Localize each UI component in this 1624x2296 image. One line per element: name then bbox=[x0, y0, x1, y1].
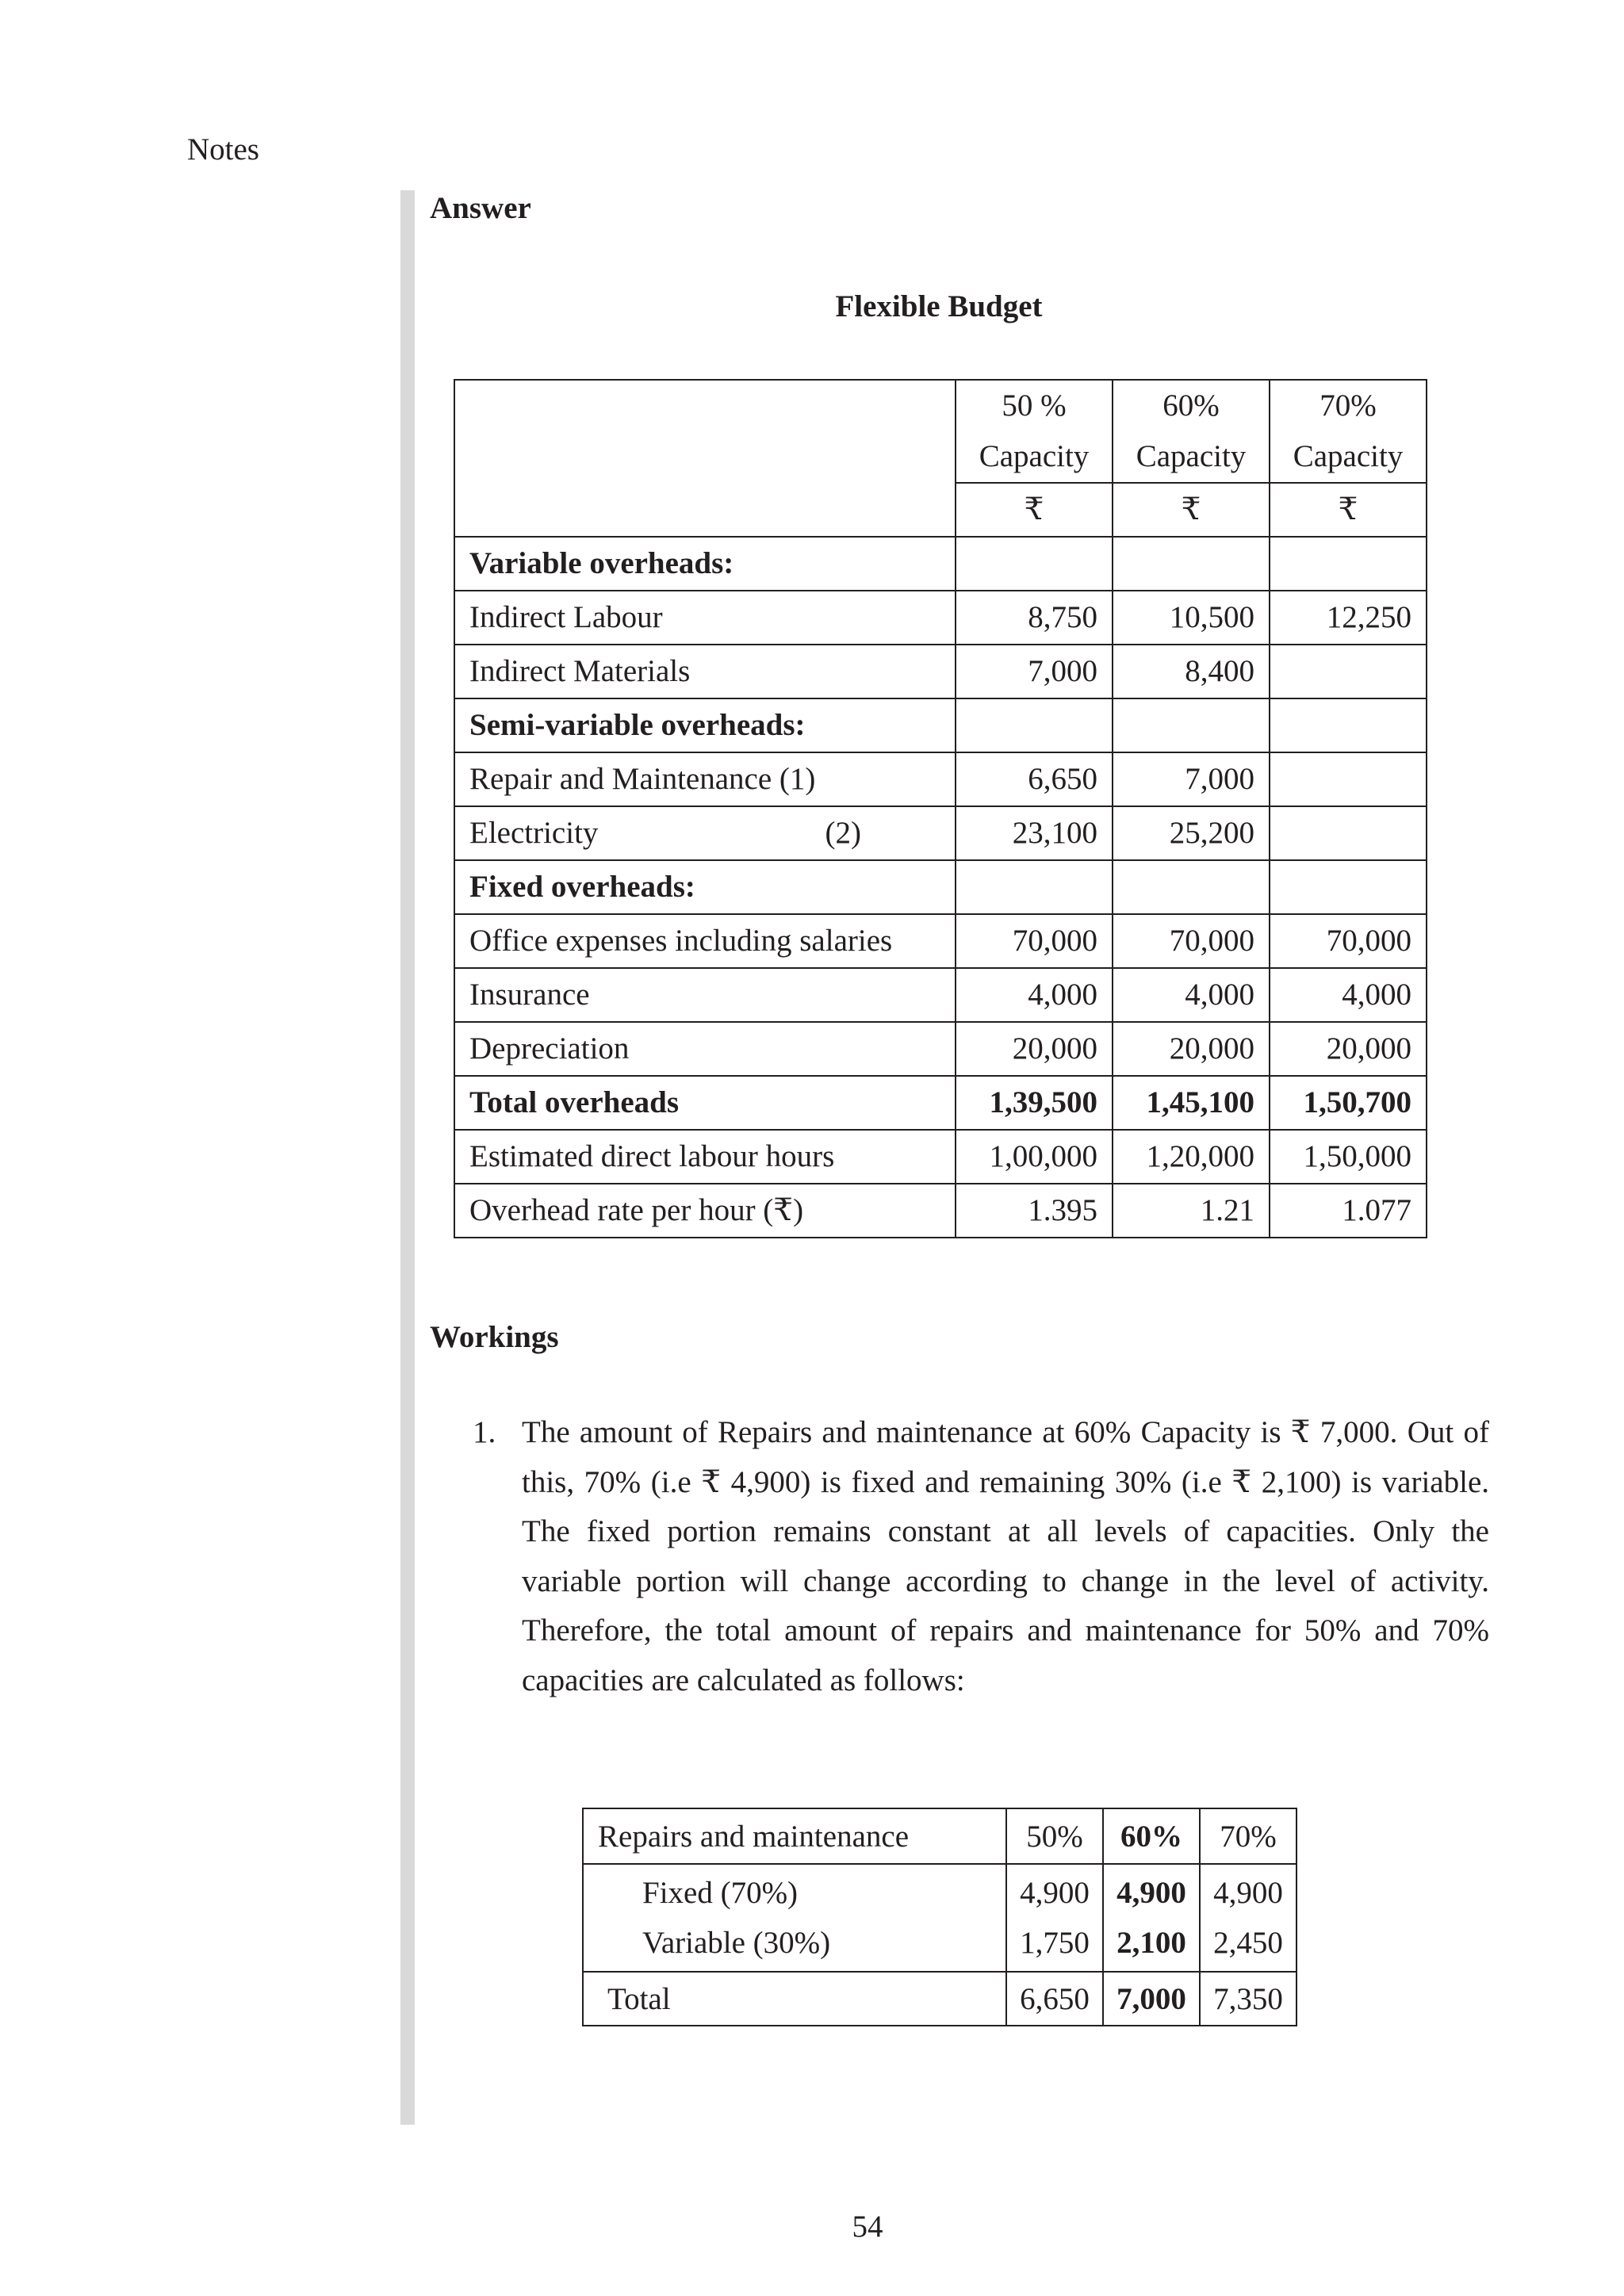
cell-value: 8,750 bbox=[956, 591, 1113, 645]
cell-value: 20,000 bbox=[956, 1022, 1113, 1076]
row-label: Total overheads bbox=[454, 1076, 956, 1130]
rm-total-row bbox=[583, 1972, 1297, 2026]
table-row bbox=[454, 1022, 1427, 1076]
row-label: Electricity (2) bbox=[454, 806, 956, 860]
workings-heading: Workings bbox=[430, 1320, 559, 1354]
working-text: The amount of Repairs and maintenance at 60% Capacity is ₹ 7,000. Out of this, 70% (i.e ₹ 4,900) is fixed and remaining 30% (i.e ₹ 2,100) is variable. The fixed portion remains constant at all levels of capacities. Only the variable portion will change according to change in the level of activity. Therefore, the total amount of repairs and maintenance for 50% and 70% capacities are calculated as follows: bbox=[522, 1415, 1489, 1697]
rm-col-header: 70% bbox=[1200, 1808, 1297, 1864]
cell-value bbox=[1270, 537, 1427, 591]
margin-note: Notes bbox=[187, 132, 259, 166]
cell-value: 6,650 bbox=[956, 752, 1113, 806]
row-label-note: (2) bbox=[825, 815, 861, 850]
cell-value bbox=[956, 860, 1113, 914]
table-row bbox=[454, 1184, 1427, 1238]
cell-value: 12,250 bbox=[1270, 591, 1427, 645]
cell-value bbox=[1270, 752, 1427, 806]
table-row bbox=[454, 537, 1427, 591]
rm-cell-value: 7,000 bbox=[1103, 1972, 1200, 2026]
row-label: Insurance bbox=[454, 968, 956, 1022]
cell-value: 7,000 bbox=[956, 645, 1113, 698]
rm-col-header: 60% bbox=[1103, 1808, 1200, 1864]
table-row bbox=[454, 591, 1427, 645]
cell-value bbox=[956, 537, 1113, 591]
cell-value: 4,000 bbox=[1270, 968, 1427, 1022]
cell-value bbox=[1270, 806, 1427, 860]
table-row bbox=[454, 698, 1427, 752]
working-item bbox=[473, 1408, 1489, 1705]
row-label: Repair and Maintenance (1) bbox=[454, 752, 956, 806]
cell-value: 1.395 bbox=[956, 1184, 1113, 1238]
row-label: Fixed overheads: bbox=[454, 860, 956, 914]
cell-value bbox=[1270, 698, 1427, 752]
working-number: 1. bbox=[473, 1415, 496, 1449]
budget-col-header: 50 % Capacity bbox=[956, 380, 1113, 483]
side-bar-decoration bbox=[400, 190, 415, 2125]
budget-header-blank bbox=[454, 380, 956, 537]
rm-cell-value: 6,650 bbox=[1006, 1972, 1103, 2026]
cell-value: 20,000 bbox=[1113, 1022, 1270, 1076]
rm-cell-values: 4,900 1,750 bbox=[1006, 1864, 1103, 1972]
rm-col-header: 50% bbox=[1006, 1808, 1103, 1864]
flexible-budget-table bbox=[454, 379, 1427, 1238]
rm-body-row bbox=[583, 1864, 1297, 1972]
cell-value: 4,000 bbox=[1113, 968, 1270, 1022]
cell-value: 1,45,100 bbox=[1113, 1076, 1270, 1130]
cell-value: 1,50,700 bbox=[1270, 1076, 1427, 1130]
row-label: Indirect Materials bbox=[454, 645, 956, 698]
rm-row-labels: Fixed (70%) Variable (30%) bbox=[583, 1864, 1006, 1972]
cell-value: 4,000 bbox=[956, 968, 1113, 1022]
cell-value: 25,200 bbox=[1113, 806, 1270, 860]
answer-heading: Answer bbox=[430, 191, 531, 225]
rm-cell-values: 4,900 2,450 bbox=[1200, 1864, 1297, 1972]
rm-header-row bbox=[583, 1808, 1297, 1864]
cell-value: 1,00,000 bbox=[956, 1130, 1113, 1184]
cell-value bbox=[1113, 860, 1270, 914]
cell-value: 1.077 bbox=[1270, 1184, 1427, 1238]
table-row bbox=[454, 806, 1427, 860]
table-row bbox=[454, 860, 1427, 914]
budget-col-header: 60% Capacity bbox=[1113, 380, 1270, 483]
rm-header-label: Repairs and maintenance bbox=[583, 1808, 1006, 1864]
cell-value: 1,39,500 bbox=[956, 1076, 1113, 1130]
rm-total-label: Total bbox=[583, 1972, 1006, 2026]
table-row bbox=[454, 645, 1427, 698]
cell-value: 1,50,000 bbox=[1270, 1130, 1427, 1184]
cell-value: 70,000 bbox=[1270, 914, 1427, 968]
cell-value bbox=[1113, 537, 1270, 591]
cell-value: 1,20,000 bbox=[1113, 1130, 1270, 1184]
table-row bbox=[454, 752, 1427, 806]
cell-value bbox=[1270, 860, 1427, 914]
cell-value bbox=[1113, 698, 1270, 752]
row-label: Estimated direct labour hours bbox=[454, 1130, 956, 1184]
cell-value bbox=[956, 698, 1113, 752]
cell-value: 23,100 bbox=[956, 806, 1113, 860]
cell-value: 1.21 bbox=[1113, 1184, 1270, 1238]
cell-value: 70,000 bbox=[956, 914, 1113, 968]
cell-value: 70,000 bbox=[1113, 914, 1270, 968]
budget-col-header: 70% Capacity bbox=[1270, 380, 1427, 483]
budget-title: Flexible Budget bbox=[835, 289, 1043, 323]
row-label: Overhead rate per hour (₹) bbox=[454, 1184, 956, 1238]
cell-value: 8,400 bbox=[1113, 645, 1270, 698]
row-label: Semi-variable overheads: bbox=[454, 698, 956, 752]
cell-value: 20,000 bbox=[1270, 1022, 1427, 1076]
cell-value: 7,000 bbox=[1113, 752, 1270, 806]
cell-value: 10,500 bbox=[1113, 591, 1270, 645]
budget-header-row bbox=[454, 380, 1427, 483]
currency-symbol: ₹ bbox=[1270, 483, 1427, 537]
row-label: Variable overheads: bbox=[454, 537, 956, 591]
table-row bbox=[454, 968, 1427, 1022]
repairs-maintenance-table bbox=[582, 1808, 1297, 2026]
page-number: 54 bbox=[852, 2210, 883, 2244]
table-row bbox=[454, 1130, 1427, 1184]
table-row bbox=[454, 914, 1427, 968]
row-label: Depreciation bbox=[454, 1022, 956, 1076]
rm-cell-values: 4,900 2,100 bbox=[1103, 1864, 1200, 1972]
currency-symbol: ₹ bbox=[1113, 483, 1270, 537]
rm-cell-value: 7,350 bbox=[1200, 1972, 1297, 2026]
cell-value bbox=[1270, 645, 1427, 698]
currency-symbol: ₹ bbox=[956, 483, 1113, 537]
row-label: Office expenses including salaries bbox=[454, 914, 956, 968]
row-label: Indirect Labour bbox=[454, 591, 956, 645]
total-row bbox=[454, 1076, 1427, 1130]
